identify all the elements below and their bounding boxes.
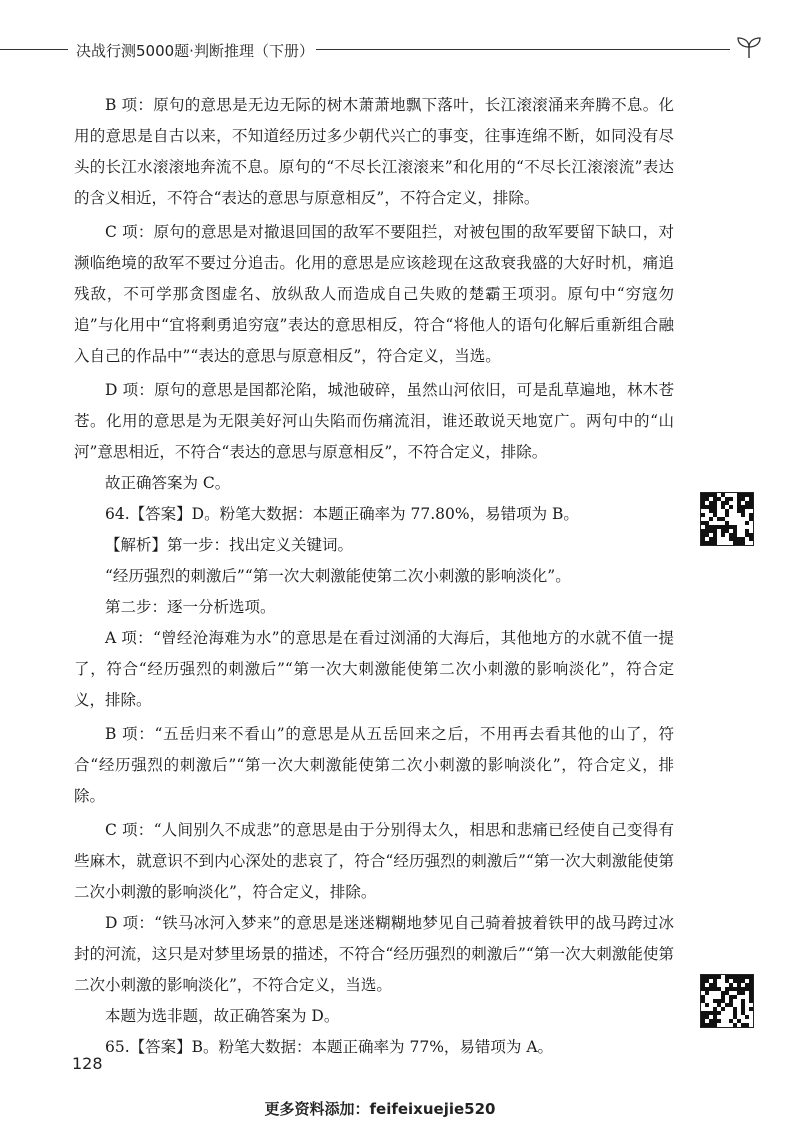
qr-module [721,1007,725,1011]
paragraph-q64-answer: 64.【答案】D。粉笔大数据：本题正确率为 77.80%，易错项为 B。 [105,505,579,523]
qr-module [749,999,753,1003]
qr-module [745,1023,749,1027]
qr-module [705,1003,709,1007]
qr-module [741,513,745,517]
paragraph-q64-option-a: A 项：“曾经沧海难为水”的意思是在看过浏涌的大海后，其他地方的水就不值一提了，符合“经历强烈的刺激后”“第一次大刺激能使第二次小刺激的影响淡化”，符合定义，排除。 [74,629,674,709]
paragraph-q64-option-b: B 项：“五岳归来不看山”的意思是从五岳回来之后，不用再去看其他的山了，符合“经历强烈的刺激后”“第一次大刺激能使第二次小刺激的影响淡化”，符合定义，排除。 [74,725,674,805]
paragraph-q64-keywords: “经历强烈的刺激后”“第一次大刺激能使第二次小刺激的影响淡化”。 [105,567,571,585]
page-number: 128 [72,1054,103,1073]
qr-module [749,537,753,541]
paragraph-q64-step2: 第二步：逐一分析选项。 [105,598,276,616]
qr-module [717,1019,721,1023]
qr-module [749,517,753,521]
page-body [74,90,674,1063]
paragraph-q64-option-d: D 项：“铁马冰河入梦来”的意思是迷迷糊糊地梦见自己骑着披着铁甲的战马跨过冰封的河流，这只是对梦里场景的描述，不符合“经历强烈的刺激后”“第一次大刺激能使第二次小刺激的影响淡化”，不符合定义，当选。 [74,914,674,994]
qr-module [733,995,737,999]
footer-watermark [0,1098,800,1119]
paragraph-answer-conclusion: 故正确答案为 C。 [105,474,231,492]
qr-module [729,497,733,501]
qr-code-q65[interactable] [700,974,754,1028]
footer-text: 更多资料添加：feifeixuejie520 [264,1100,496,1118]
qr-module [717,975,721,979]
paragraph-q64-step1: 【解析】第一步：找出定义关键词。 [105,536,354,554]
paragraph-option-b-analysis: B 项：原句的意思是无边无际的树木萧萧地飘下落叶，长江滚滚涌来奔腾不息。化用的意思是自古以来，不知道经历过多少朝代兴亡的事变，往事连绵不断，如同没有尽头的长江水滚滚地奔流不息。原句的“不尽长江滚滚来”和化用的“不尽长江滚滚流”表达的含义相近，不符合“表达的意思与原意相反”，不符合定义，排除。 [74,96,674,207]
qr-module [733,1023,737,1027]
qr-module [749,505,753,509]
header-rule-left [0,49,68,50]
paragraph-q64-option-c: C 项：“人间别久不成悲”的意思是由于分别得太久，相思和悲痛已经使自己变得有些麻木，就意识不到内心深处的悲哀了，符合“经历强烈的刺激后”“第一次大刺激能使第二次小刺激的影响淡化”，符合定义，排除。 [74,821,674,901]
qr-module [749,1007,753,1011]
qr-module [745,1015,749,1019]
header-rule-right [316,49,730,50]
sprout-icon [734,34,764,60]
qr-code-q64[interactable] [700,492,754,546]
qr-module [713,1023,717,1027]
qr-module [717,1011,721,1015]
qr-module [701,513,705,517]
paragraph-q65-answer: 65.【答案】B。粉笔大数据：本题正确率为 77%，易错项为 A。 [105,1038,554,1056]
qr-module [709,517,713,521]
qr-module [745,521,749,525]
qr-module [729,505,733,509]
qr-module [741,541,745,545]
paragraph-q64-conclusion: 本题为选非题，故正确答案为 D。 [105,1007,340,1025]
paragraph-option-c-analysis: C 项：原句的意思是对撤退回国的敌军不要阻拦，对被包围的敌军要留下缺口，对濒临绝境的敌军不要过分追击。化用的意思是应该趁现在这敌衰我盛的大好时机，痛追残敌，不可学那贪图虚名、放纵敌人而造成自己失败的楚霸王项羽。原句中“穷寇勿追”与化用中“宜将剩勇追穷寇”表达的意思相反，符合“将他人的语句化解后重新组合融入自己的作品中”“表达的意思与原意相反”，符合定义，当选。 [74,223,674,365]
qr-module [741,991,745,995]
header-title: 决战行测5000题·判断推理（下册） [76,42,314,60]
qr-module [725,513,729,517]
paragraph-option-d-analysis: D 项：原句的意思是国都沦陷，城池破碎，虽然山河依旧，可是乱草遍地，林木苍苍。化用的意思是为无限美好河山失陷而伤痛流泪，谁还敢说天地宽广。两句中的“山河”意思相近，不符合“表达的意思与原意相反”，不符合定义，排除。 [74,381,674,461]
qr-module [705,991,709,995]
qr-module [721,533,725,537]
qr-module [713,541,717,545]
running-header [0,38,800,62]
